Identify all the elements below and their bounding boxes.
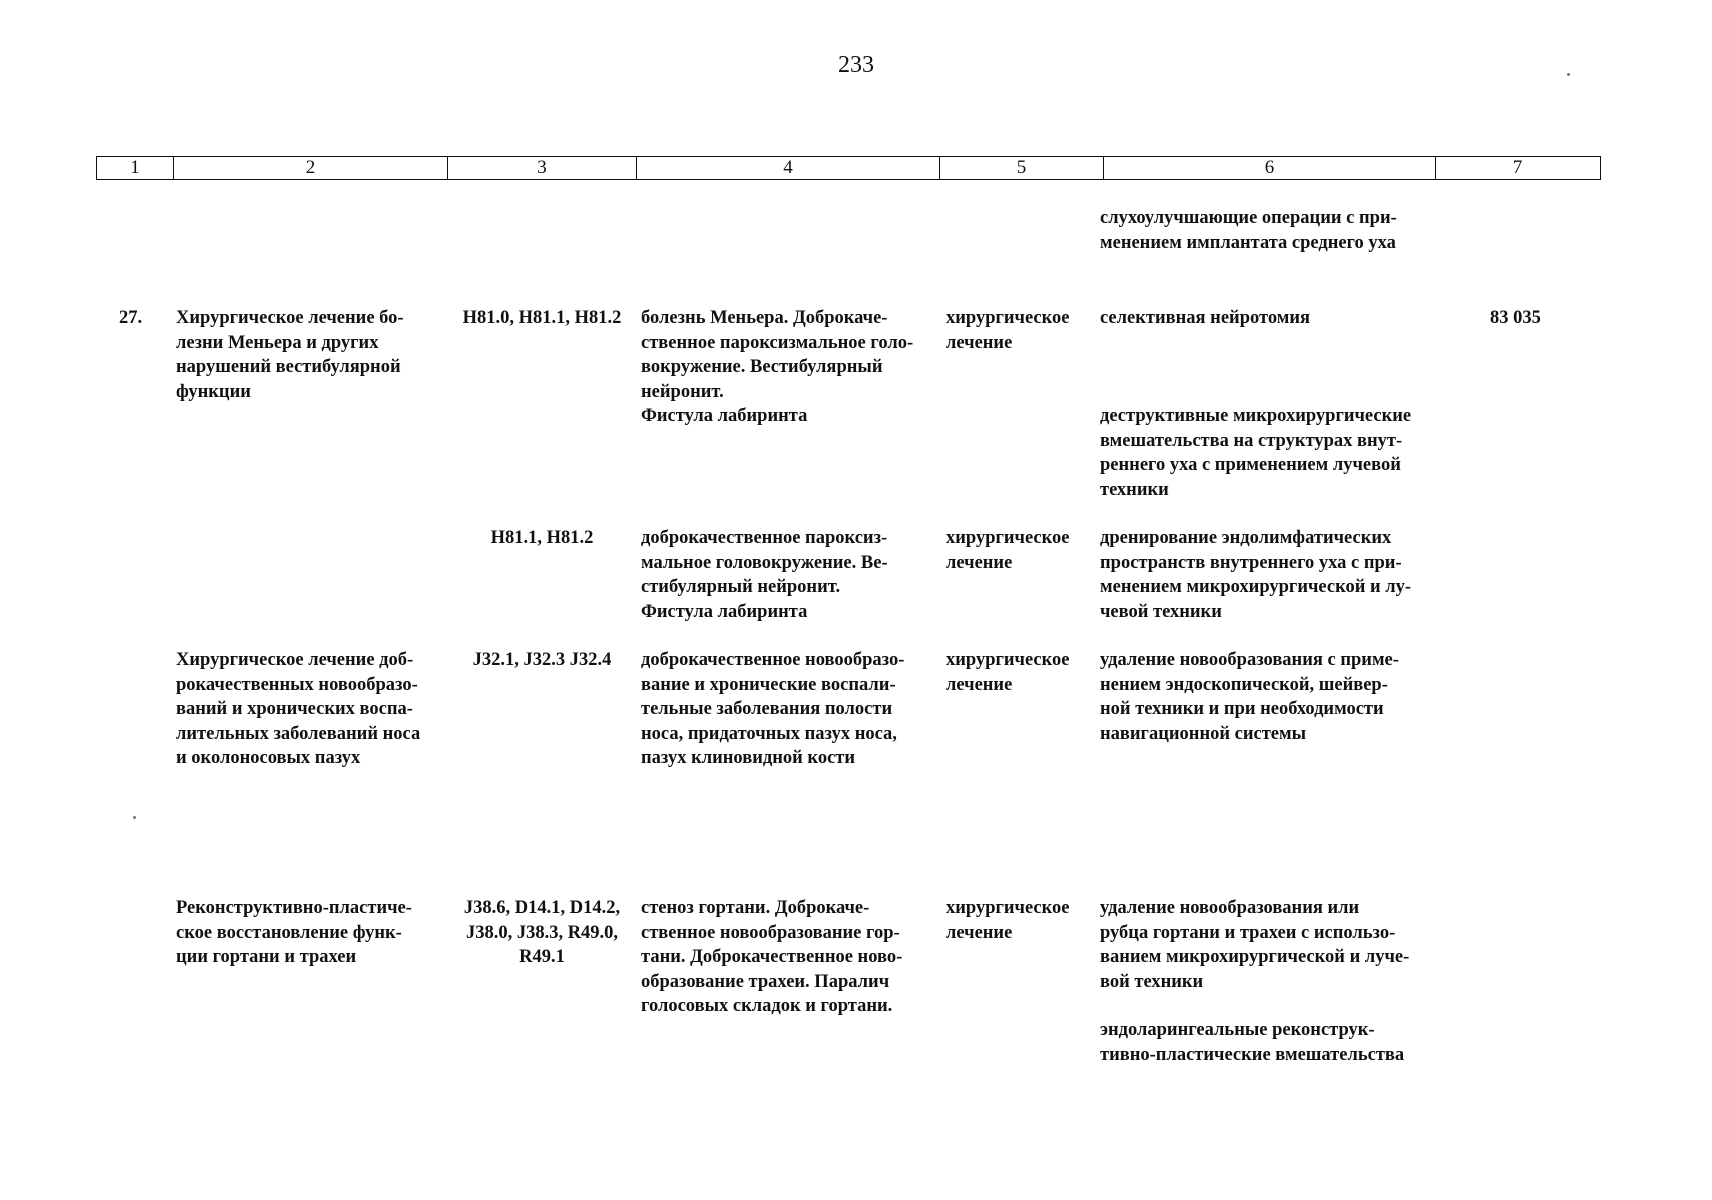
column-header: 2 bbox=[173, 157, 447, 179]
cell-patient-model: стеноз гортани. Доброкаче- ственное новообразование гор- тани. Доброкачественное ново- образование трахеи. Паралич голосовых складок и гортани. bbox=[641, 898, 903, 1016]
column-header: 3 bbox=[447, 157, 636, 179]
cell-treatment-type: хирургическое лечение bbox=[946, 528, 1070, 573]
cell-icd-codes: H81.0, H81.1, H81.2 bbox=[462, 308, 622, 328]
column-header: 6 bbox=[1103, 157, 1435, 179]
table-header-row bbox=[96, 156, 1601, 180]
cell-care-type: Хирургическое лечение бо- лезни Меньера и других нарушений вестибулярной функции bbox=[176, 308, 404, 402]
cell-treatment-method: удаление новообразования с приме- нением эндоскопической, шейвер- ной техники и при необходимости навигационной системы bbox=[1100, 650, 1399, 744]
cell-patient-model: болезнь Меньера. Доброкаче- ственное пароксизмальное голо- вокружение. Вестибулярный нейронит. Фистула лабиринта bbox=[641, 308, 914, 426]
cell-row-number: 27. bbox=[119, 308, 143, 328]
stray-mark bbox=[1567, 73, 1570, 76]
cell-icd-codes: J38.6, D14.1, D14.2, J38.0, J38.3, R49.0, R49.1 bbox=[463, 898, 621, 967]
cell-treatment-method: селективная нейротомия bbox=[1100, 308, 1311, 328]
cell-care-type: Хирургическое лечение доб- рокачественных новообразо- ваний и хронических воспа- лительных заболеваний носа и околоносовых пазух bbox=[176, 650, 421, 768]
cell-treatment-type: хирургическое лечение bbox=[946, 650, 1070, 695]
cell-treatment-method: эндоларингеальные реконструк- тивно-пластические вмешательства bbox=[1100, 1020, 1405, 1065]
column-header: 1 bbox=[130, 157, 140, 178]
column-header: 7 bbox=[1435, 157, 1599, 179]
cell-treatment-method: удаление новообразования или рубца гортани и трахеи с использо- ванием микрохирургической и луче- вой техники bbox=[1100, 898, 1410, 992]
cell-patient-model: доброкачественное пароксиз- мальное головокружение. Ве- стибулярный нейронит. Фистула лабиринта bbox=[641, 528, 888, 622]
cell-treatment-method: деструктивные микрохирургические вмешательства на структурах внут- реннего уха с применением лучевой техники bbox=[1100, 406, 1412, 500]
cell-icd-codes: J32.1, J32.3 J32.4 bbox=[472, 650, 612, 670]
cell-cost: 83 035 bbox=[1490, 308, 1541, 328]
column-header: 5 bbox=[939, 157, 1103, 179]
cell-treatment-method: слухоулучшающие операции с при- менением имплантата среднего уха bbox=[1100, 208, 1397, 253]
cell-patient-model: доброкачественное новообразо- вание и хронические воспали- тельные заболевания полости носа, придаточных пазух носа, пазух клиновидной кости bbox=[641, 650, 905, 768]
cell-care-type: Реконструктивно-пластиче- ское восстановление функ- ции гортани и трахеи bbox=[176, 898, 412, 967]
cell-treatment-type: хирургическое лечение bbox=[946, 898, 1070, 943]
cell-treatment-type: хирургическое лечение bbox=[946, 308, 1070, 353]
column-header: 4 bbox=[636, 157, 939, 179]
page-number: 233 bbox=[838, 52, 874, 78]
cell-treatment-method: дренирование эндолимфатических пространств внутреннего уха с при- менением микрохирургической и лу- чевой техники bbox=[1100, 528, 1412, 622]
stray-mark bbox=[133, 816, 136, 819]
cell-icd-codes: H81.1, H81.2 bbox=[490, 528, 594, 548]
